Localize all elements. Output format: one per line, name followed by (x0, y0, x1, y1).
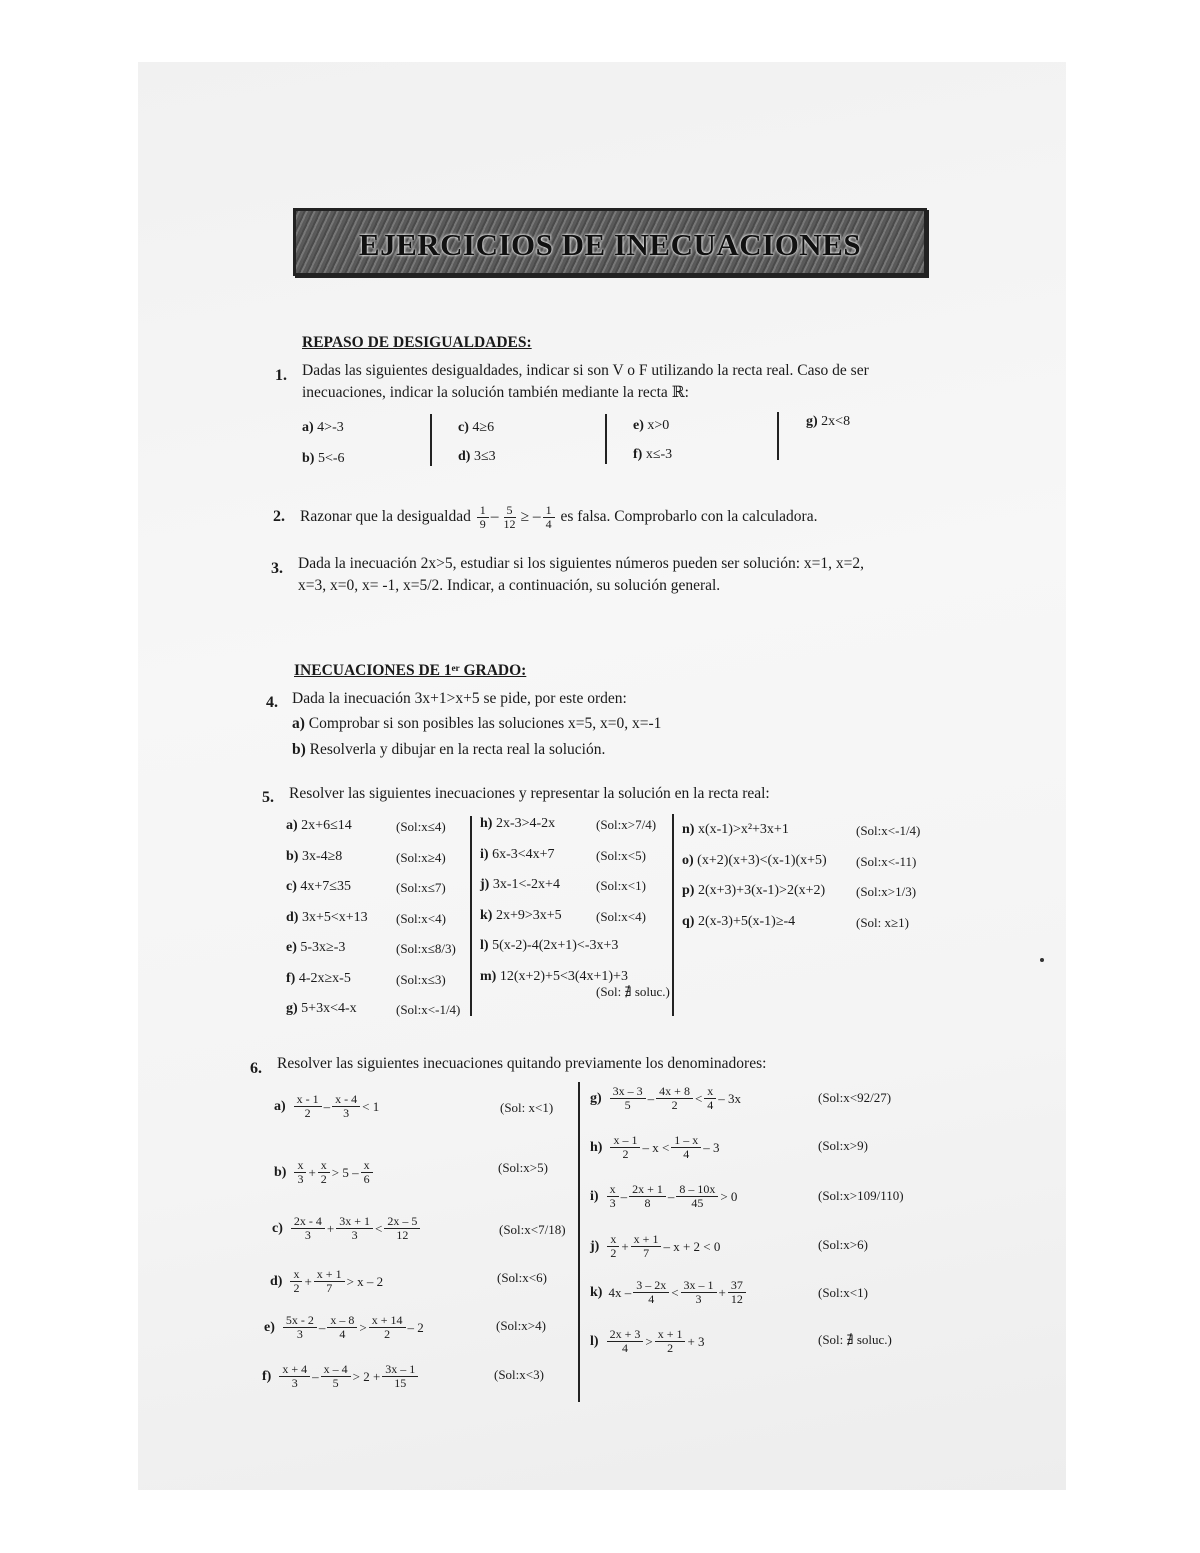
q5-col3-item-expr: o) (x+2)(x+3)<(x-1)(x+5) (682, 852, 827, 868)
q1-item-c: c) 4≥6 (458, 420, 495, 435)
q1-line2: inecuaciones, indicar la solución también mediante la recta ℝ: (302, 384, 689, 401)
q6-item-g: g) $\frac{3x - 3}{5}$ – $\frac{4x + 8}{2}$ < $\frac{x}{4}$ – 3x (590, 1084, 742, 1112)
q3-number: 3. (271, 560, 283, 577)
speck (1040, 958, 1044, 962)
q5-col2-item-expr: j) 3x-1<-2x+4 (480, 877, 560, 892)
divider (672, 814, 674, 1016)
q1-item-b: b) 5<-6 (302, 451, 345, 466)
q6-sol-l: (Sol: ∄ soluc.) (818, 1332, 892, 1347)
title-banner (293, 208, 927, 276)
divider (430, 414, 432, 466)
q2-statement: Razonar que la desigualdad $\frac{1}{9}$ – $\frac{5}{12}$ ≥ – $\frac{1}{4}$ es falsa. Comprobarlo con la calculadora. (300, 502, 818, 531)
divider (605, 414, 607, 464)
q5-col1-item-solution: (Sol:x≤7) (396, 880, 446, 895)
q6-item-l: l) $\frac{2x + 3}{4}$ > $\frac{x + 1}{2}$ + 3 (590, 1327, 705, 1355)
section-heading-primer-grado: INECUACIONES DE 1ᵉʳ GRADO: (294, 662, 527, 679)
q1-item-e: e) x>0 (633, 418, 670, 433)
q2-number: 2. (273, 508, 285, 525)
page-title: EJERCICIOS DE INECUACIONES (358, 227, 862, 262)
q5-col1-item-solution: (Sol:x≤4) (396, 819, 446, 834)
q5-col3-item-solution: (Sol: x≥1) (856, 914, 909, 930)
q5-col1-item-solution: (Sol:x<-1/4) (396, 1002, 461, 1017)
divider (470, 816, 472, 1016)
q6-item-f: f) $\frac{x + 4}{3}$ – $\frac{x - 4}{5}$ > 2 + $\frac{3x - 1}{15}$ (262, 1363, 420, 1390)
q5-col1-item-expr: b) 3x-4≥8 (286, 848, 343, 864)
q5-col2-item-solution: (Sol:x<5) (596, 847, 646, 863)
q5-col2-item-expr: m) 12(x+2)+5<3(4x+1)+3 (480, 968, 628, 984)
q6-sol-a: (Sol: x<1) (500, 1100, 554, 1115)
q5-col1-item-solution: (Sol:x≤3) (396, 971, 446, 987)
section-heading-repaso: REPASO DE DESIGUALDADES: (302, 334, 532, 351)
q5-col1-item-expr: d) 3x+5<x+13 (286, 909, 368, 925)
q6-sol-f: (Sol:x<3) (494, 1367, 544, 1382)
q5-col2-item-expr: i) 6x-3<4x+7 (480, 846, 555, 862)
q5-col3-item-expr: n) x(x-1)>x²+3x+1 (682, 822, 789, 837)
q6-item-d: d) $\frac{x}{2}$ + $\frac{x + 1}{7}$ > x – 2 (270, 1267, 384, 1295)
q6-item-h: h) $\frac{x - 1}{2}$ – x < $\frac{1 - x}{4}$ – 3 (590, 1133, 720, 1161)
q6-item-e: e) $\frac{5x - 2}{3}$ – $\frac{x - 8}{4}$ > $\frac{x + 14}{2}$ – 2 (264, 1313, 424, 1341)
q6-number: 6. (250, 1060, 262, 1077)
q5-col3-item-solution: (Sol:x>1/3) (856, 884, 917, 899)
q1-line1: Dadas las siguientes desigualdades, indicar si son V o F utilizando la recta real. Caso de ser (302, 362, 869, 379)
q1-item-g: g) 2x<8 (806, 414, 851, 429)
q1-item-a: a) 4>-3 (302, 420, 344, 435)
q5-col2-item-solution: (Sol:x<4) (596, 908, 646, 924)
q3-line2: x=3, x=0, x= -1, x=5/2. Indicar, a continuación, su solución general. (298, 577, 721, 594)
q5-number: 5. (262, 789, 274, 806)
q6-sol-b: (Sol:x>5) (498, 1160, 548, 1175)
q5-col2-item-solution: (Sol:x<1) (596, 878, 646, 893)
q6-item-b: b) $\frac{x}{3}$ + $\frac{x}{2}$ > 5 – $\frac{x}{6}$ (274, 1159, 375, 1186)
q5-col3-item-solution: (Sol:x<-1/4) (856, 823, 921, 838)
q5-col3-item-expr: q) 2(x-3)+5(x-1)≥-4 (682, 913, 796, 929)
q5-col2-item-solution: (Sol: ∄ soluc.) (596, 983, 670, 999)
q5-col3-item-expr: p) 2(x+3)+3(x-1)>2(x+2) (682, 883, 826, 898)
q5-col1-item-expr: c) 4x+7≤35 (286, 879, 351, 894)
q5-col1-item-expr: g) 5+3x<4-x (286, 1001, 357, 1016)
q5-line1: Resolver las siguientes inecuaciones y representar la solución en la recta real: (289, 785, 770, 802)
q6-sol-i: (Sol:x>109/110) (818, 1188, 904, 1203)
q6-sol-g: (Sol:x<92/27) (818, 1090, 892, 1105)
q6-line1: Resolver las siguientes inecuaciones quitando previamente los denominadores: (277, 1055, 767, 1072)
q6-item-j: j) $\frac{x}{2}$ + $\frac{x + 1}{7}$ – x + 2 < 0 (590, 1232, 721, 1260)
q4-number: 4. (266, 694, 278, 711)
q6-item-c: c) $\frac{2x - 4}{3}$ + $\frac{3x + 1}{3}$ < $\frac{2x - 5}{12}$ (272, 1215, 422, 1242)
q5-col1-item-solution: (Sol:x<4) (396, 910, 446, 926)
q1-item-f: f) x≤-3 (633, 447, 673, 462)
q5-col1-item-solution: (Sol:x≤8/3) (396, 941, 456, 956)
q6-sol-e: (Sol:x>4) (496, 1318, 546, 1333)
q6-sol-d: (Sol:x<6) (497, 1270, 547, 1285)
q6-item-i: i) $\frac{x}{3}$ – $\frac{2x + 1}{8}$ – $\frac{8 - 10x}{45}$ > 0 (590, 1182, 738, 1210)
q6-sol-j: (Sol:x>6) (818, 1237, 868, 1252)
q1-item-d: d) 3≤3 (458, 449, 496, 464)
q5-col2-item-expr: k) 2x+9>3x+5 (480, 907, 562, 923)
q6-item-k: k) 4x – $\frac{3 - 2x}{4}$ < $\frac{3x - 1}{3}$ + $\frac{37}{12}$ (590, 1279, 748, 1306)
q4-part-b: b) Resolverla y dibujar en la recta real la solución. (292, 741, 606, 758)
q5-col2-item-expr: h) 2x-3>4-2x (480, 816, 556, 831)
q5-col3-item-solution: (Sol:x<-11) (856, 853, 917, 869)
q6-item-a: a) $\frac{x - 1}{2}$ – $\frac{x - 4}{3}$ < 1 (274, 1092, 380, 1120)
q5-col1-item-expr: a) 2x+6≤14 (286, 818, 352, 833)
q1-number: 1. (275, 367, 287, 384)
q5-col2-item-expr: l) 5(x-2)-4(2x+1)<-3x+3 (480, 938, 619, 953)
q5-col1-item-solution: (Sol:x≥4) (396, 849, 446, 865)
q4-part-a: a) Comprobar si son posibles las soluciones x=5, x=0, x=-1 (292, 715, 662, 732)
q3-line1: Dada la inecuación 2x>5, estudiar si los siguientes números pueden ser solución: x=1, x=2, (298, 555, 865, 572)
q6-sol-h: (Sol:x>9) (818, 1138, 868, 1153)
q6-sol-k: (Sol:x<1) (818, 1285, 868, 1300)
divider (578, 1082, 580, 1402)
q6-sol-c: (Sol:x<7/18) (499, 1222, 566, 1237)
q5-col1-item-expr: f) 4-2x≥x-5 (286, 970, 351, 986)
q5-col1-item-expr: e) 5-3x≥-3 (286, 940, 346, 955)
divider (777, 412, 779, 460)
q4-line1: Dada la inecuación 3x+1>x+5 se pide, por este orden: (292, 690, 627, 707)
q5-col2-item-solution: (Sol:x>7/4) (596, 817, 657, 832)
